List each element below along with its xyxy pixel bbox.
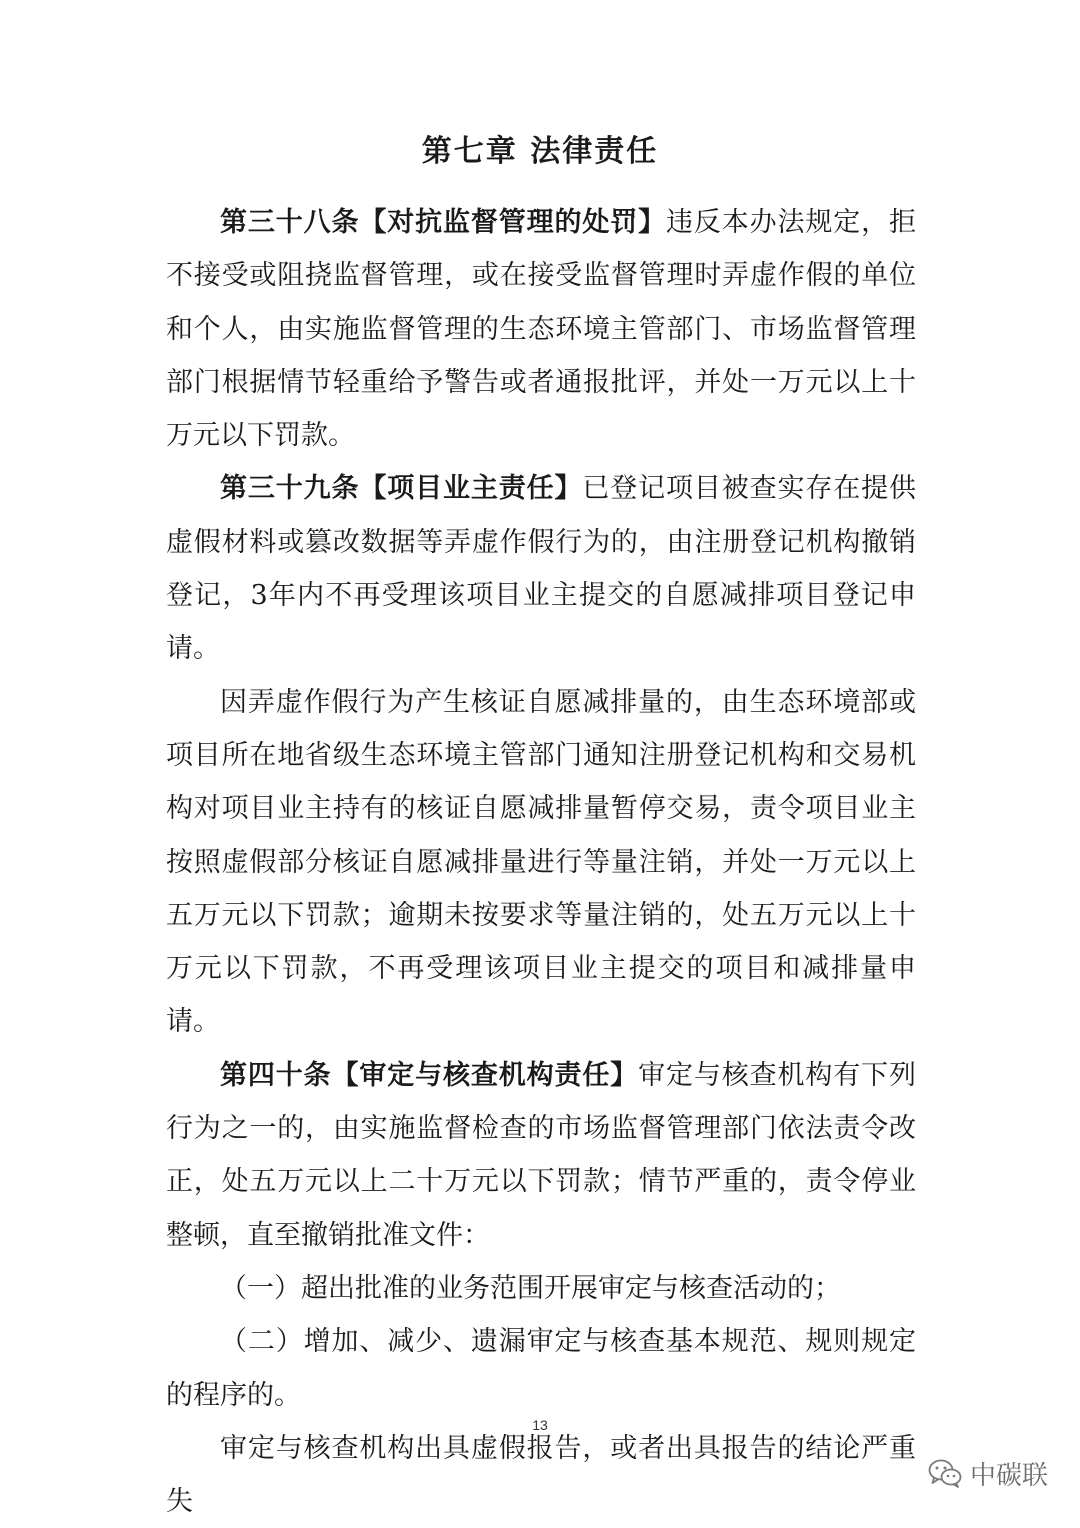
paragraph-text: 违反本办法规定，拒不接受或阻挠监督管理，或在接受监督管理时弄虚作假的单位和个人，由实施监督管理的生态环境主管部门、市场监督管理部门根据情节轻重给予警告或者通报批评，并处一万元以上十万元以下罚款。 [166, 207, 916, 452]
article-body [166, 196, 916, 1528]
article-heading: 【项目业主责任】 [359, 473, 583, 505]
paragraph [166, 1049, 916, 1262]
paragraph [166, 196, 916, 462]
list-item [166, 1262, 916, 1315]
paragraph [166, 676, 916, 1049]
paragraph-text: （一）超出批准的业务范围开展审定与核查活动的； [220, 1272, 841, 1304]
paragraph-text: 审定与核查机构有下列行为之一的，由实施监督检查的市场监督管理部门依法责令改正，处五万元以上二十万元以下罚款；情节严重的，责令停业整顿，直至撤销批准文件： [166, 1059, 916, 1251]
paragraph [166, 462, 916, 675]
paragraph-text: 因弄虚作假行为产生核证自愿减排量的，由生态环境部或项目所在地省级生态环境主管部门通知注册登记机构和交易机构对项目业主持有的核证自愿减排量暂停交易，责令项目业主按照虚假部分核证自愿减排量进行等量注销，并处一万元以上五万元以下罚款；逾期未按要求等量注销的，处五万元以上十万元以下罚款，不再受理该项目业主提交的项目和减排量申请。 [166, 686, 916, 1038]
paragraph-text: 已登记项目被查实存在提供虚假材料或篡改数据等弄虚作假行为的，由注册登记机构撤销登记，3年内不再受理该项目业主提交的自愿减排项目登记申请。 [166, 473, 916, 665]
paragraph-text: （二）增加、减少、遗漏审定与核查基本规范、规则规定的程序的。 [166, 1326, 916, 1411]
watermark [928, 1455, 1048, 1491]
article-heading: 【对抗监督管理的处罚】 [359, 207, 666, 238]
page-number: 13 [532, 1417, 548, 1433]
article-number: 第四十条 [220, 1059, 332, 1091]
list-item [166, 1315, 916, 1422]
paragraph [166, 1422, 916, 1528]
article-heading: 【审定与核查机构责任】 [331, 1059, 639, 1091]
article-number: 第三十九条 [220, 473, 360, 505]
paragraph-text: 审定与核查机构出具虚假报告，或者出具报告的结论严重失 [166, 1432, 916, 1518]
watermark-text: 中碳联 [970, 1460, 1049, 1491]
article-number: 第三十八条 [220, 207, 360, 238]
wechat-icon [928, 1458, 962, 1488]
chapter-title: 第七章 法律责任 [421, 134, 659, 169]
